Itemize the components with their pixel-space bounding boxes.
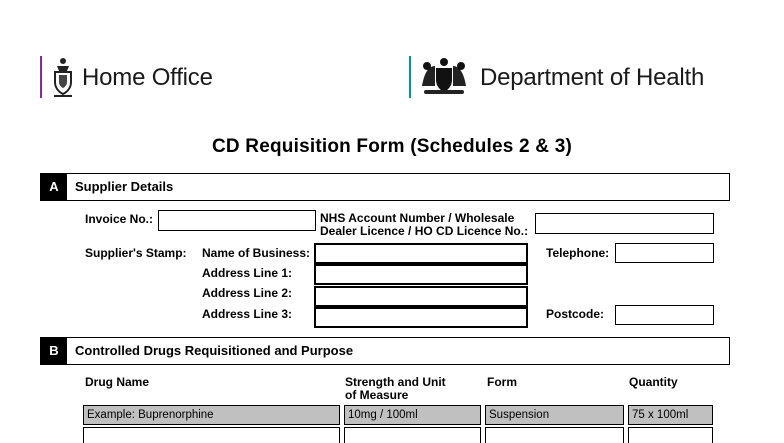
address-line3-label: Address Line 3: xyxy=(202,307,293,321)
suppliers-stamp-label: Supplier's Stamp: xyxy=(85,246,187,260)
col-quantity: Quantity xyxy=(629,375,678,389)
example-strength: 10mg / 100ml xyxy=(344,405,481,425)
nhs-account-label-line1: NHS Account Number / Wholesale xyxy=(320,211,515,225)
section-a-letter: A xyxy=(41,174,67,200)
business-name-field[interactable] xyxy=(314,243,528,264)
telephone-field[interactable] xyxy=(615,243,714,263)
nhs-account-label-line2: Dealer Licence / HO CD Licence No.: xyxy=(320,224,529,238)
example-form: Suspension xyxy=(485,405,624,425)
address-line1-field[interactable] xyxy=(314,264,528,285)
telephone-label: Telephone: xyxy=(546,246,610,260)
invoice-field[interactable] xyxy=(158,210,316,231)
section-b-letter: B xyxy=(41,338,67,364)
example-quantity: 75 x 100ml xyxy=(628,405,713,425)
col-strength-line1: Strength and Unit xyxy=(345,375,446,389)
nhs-account-field[interactable] xyxy=(535,213,714,234)
dept-health-accent-bar xyxy=(409,56,411,98)
section-b-title: Controlled Drugs Requisitioned and Purpose xyxy=(75,343,354,358)
form-title: CD Requisition Form (Schedules 2 & 3) xyxy=(211,136,572,157)
royal-crest-icon xyxy=(50,56,76,98)
section-b-header xyxy=(40,337,730,365)
address-line2-field[interactable] xyxy=(314,286,528,307)
home-office-accent-bar xyxy=(40,56,42,98)
address-line2-label: Address Line 2: xyxy=(202,286,293,300)
dept-health-name: Department of Health xyxy=(480,64,705,91)
business-name-label: Name of Business: xyxy=(202,246,311,260)
address-line1-label: Address Line 1: xyxy=(202,266,293,280)
postcode-label: Postcode: xyxy=(546,307,605,321)
section-a-title: Supplier Details xyxy=(75,179,174,194)
postcode-field[interactable] xyxy=(615,305,714,325)
invoice-label: Invoice No.: xyxy=(85,212,154,226)
home-office-name: Home Office xyxy=(82,64,213,91)
address-line3-field[interactable] xyxy=(314,307,528,328)
example-drug-name: Example: Buprenorphine xyxy=(83,405,340,425)
col-drug-name: Drug Name xyxy=(85,375,150,389)
section-a-header xyxy=(40,173,730,201)
col-strength-line2: of Measure xyxy=(345,388,409,402)
col-form: Form xyxy=(487,375,517,389)
royal-arms-icon xyxy=(418,56,470,98)
